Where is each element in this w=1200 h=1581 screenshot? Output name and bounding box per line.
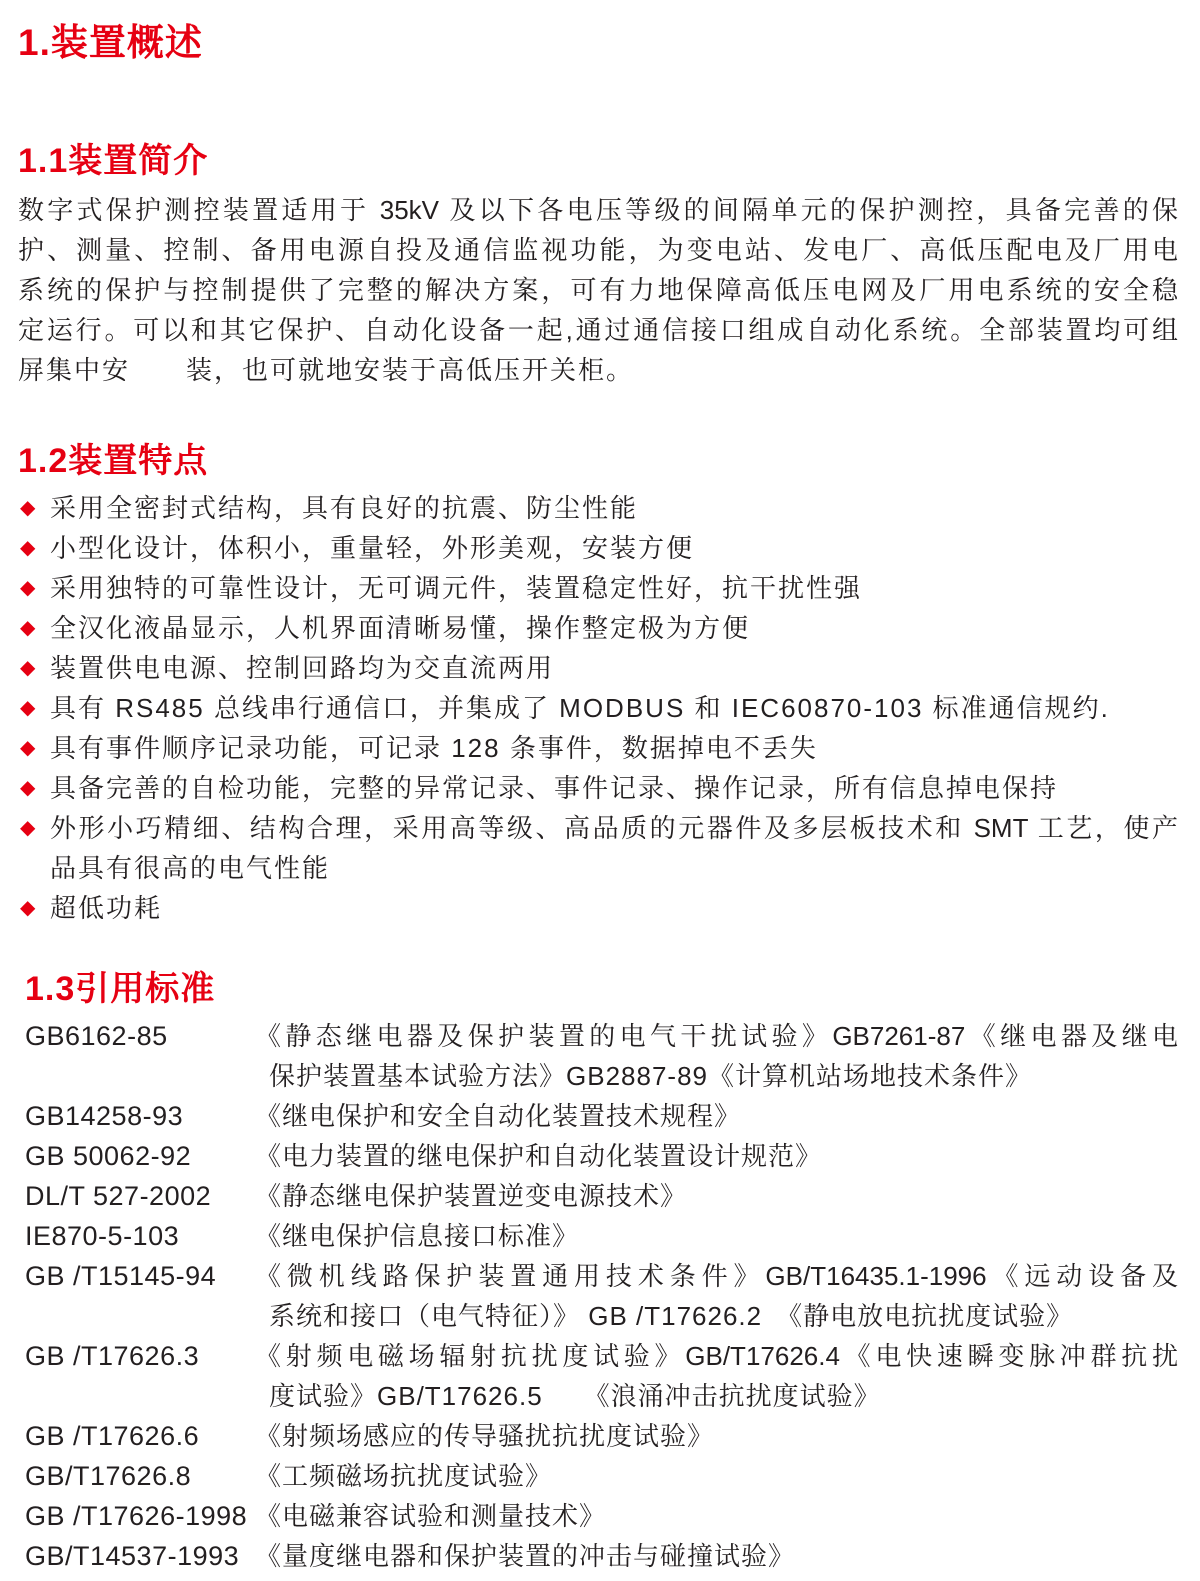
text-line: 护、测量、控制、备用电源自投及通信监视功能，为变电站、发电厂、高低压配电及厂用电: [18, 235, 1178, 265]
text-line: 采用全密封式结构，具有良好的抗震、防尘性能: [50, 493, 639, 523]
standard-row: [25, 1536, 1178, 1576]
standard-row: [25, 1096, 1178, 1136]
text-line: 具备完善的自检功能，完整的异常记录、事件记录、操作记录，所有信息掉电保持: [50, 773, 1059, 803]
feature-text: [50, 608, 1178, 648]
feature-text: [50, 688, 1178, 728]
standards-list: [25, 1016, 1178, 1576]
standard-row: [25, 1136, 1178, 1176]
diamond-bullet-icon: ◆: [20, 737, 36, 759]
standard-titles: [255, 1216, 1178, 1256]
diamond-bullet-icon: ◆: [20, 777, 36, 799]
diamond-bullet-icon: ◆: [20, 697, 36, 719]
standard-code: GB /T15145-94: [25, 1261, 217, 1291]
diamond-bullet-icon: ◆: [20, 817, 36, 839]
section-overview-title: 1.装置概述: [18, 22, 203, 63]
feature-item: [18, 528, 1178, 568]
text-line: 外形小巧精细、结构合理，采用高等级、高品质的元器件及多层板技术和 SMT 工艺，使产: [50, 813, 1178, 843]
text-line: 保护装置基本试验方法》GB2887-89《计算机站场地技术条件》: [269, 1061, 1032, 1091]
text-line: 系统的保护与控制提供了完整的解决方案，可有力地保障高低压电网及厂用电系统的安全稳: [18, 275, 1178, 305]
text-line: 具有事件顺序记录功能，可记录 128 条事件，数据掉电不丢失: [50, 733, 818, 763]
feature-item: [18, 608, 1178, 648]
feature-text: [50, 648, 1178, 688]
text-line: 度试验》GB/T17626.5 《浪涌冲击抗扰度试验》: [269, 1381, 881, 1411]
standard-row: [25, 1176, 1178, 1216]
diamond-bullet-icon: ◆: [20, 657, 36, 679]
standard-titles: [255, 1016, 1178, 1096]
text-line: 《电磁兼容试验和测量技术》: [255, 1501, 607, 1531]
feature-item: [18, 688, 1178, 728]
standard-row: [25, 1016, 1178, 1096]
text-line: 定运行。可以和其它保护、自动化设备一起,通过通信接口组成自动化系统。全部装置均可组: [18, 315, 1178, 345]
standard-code: GB14258-93: [25, 1101, 184, 1131]
text-line: 具有 RS485 总线串行通信口，并集成了 MODBUS 和 IEC60870-103 标准通信规约.: [50, 693, 1110, 723]
standard-row: [25, 1216, 1178, 1256]
intro-paragraph: [18, 190, 1178, 390]
diamond-bullet-icon: ◆: [20, 617, 36, 639]
standard-titles: [255, 1336, 1178, 1416]
feature-item: [18, 728, 1178, 768]
text-line: 《继电保护信息接口标准》: [255, 1221, 580, 1251]
text-line: 《工频磁场抗扰度试验》: [255, 1461, 553, 1491]
text-line: 《静态继电保护装置逆变电源技术》: [255, 1181, 688, 1211]
standard-code: IE870-5-103: [25, 1221, 180, 1251]
text-line: 小型化设计，体积小，重量轻，外形美观，安装方便: [50, 533, 695, 563]
text-line: 屏集中安 装，也可就地安装于高低压开关柜。: [18, 355, 635, 385]
feature-text: [50, 568, 1178, 608]
feature-item: [18, 488, 1178, 528]
feature-item: [18, 888, 1178, 928]
text-line: 《微机线路保护装置通用技术条件》GB/T16435.1-1996《远动设备及: [255, 1261, 1178, 1291]
standard-code: GB /T17626-1998: [25, 1501, 248, 1531]
standard-row: [25, 1416, 1178, 1456]
feature-text: [50, 888, 1178, 928]
standard-code: GB /T17626.3: [25, 1341, 200, 1371]
standard-code: GB6162-85: [25, 1021, 168, 1051]
section-features-title: 1.2装置特点: [18, 442, 209, 480]
diamond-bullet-icon: ◆: [20, 577, 36, 599]
text-line: 采用独特的可靠性设计，无可调元件，装置稳定性好，抗干扰性强: [50, 573, 863, 603]
standard-code: GB/T17626.8: [25, 1461, 192, 1491]
feature-item: [18, 768, 1178, 808]
standard-titles: [255, 1456, 1178, 1496]
diamond-bullet-icon: ◆: [20, 497, 36, 519]
features-list: [18, 488, 1178, 928]
text-line: 系统和接口（电气特征）》 GB /T17626.2 《静电放电抗扰度试验》: [269, 1301, 1074, 1331]
feature-text: [50, 728, 1178, 768]
standard-row: [25, 1336, 1178, 1416]
feature-text: [50, 808, 1178, 888]
standard-code: GB /T17626.6: [25, 1421, 200, 1451]
standard-row: [25, 1256, 1178, 1336]
standard-titles: [255, 1256, 1178, 1336]
standard-titles: [255, 1136, 1178, 1176]
standard-code: GB 50062-92: [25, 1141, 192, 1171]
text-line: 《继电保护和安全自动化装置技术规程》: [255, 1101, 742, 1131]
standard-titles: [255, 1096, 1178, 1136]
standard-row: [25, 1456, 1178, 1496]
standard-titles: [255, 1176, 1178, 1216]
feature-text: [50, 768, 1178, 808]
text-line: 《静态继电器及保护装置的电气干扰试验》GB7261-87《继电器及继电: [255, 1021, 1178, 1051]
feature-text: [50, 488, 1178, 528]
standard-titles: [255, 1416, 1178, 1456]
text-line: 《电力装置的继电保护和自动化装置设计规范》: [255, 1141, 823, 1171]
diamond-bullet-icon: ◆: [20, 897, 36, 919]
text-line: 超低功耗: [50, 893, 163, 923]
section-intro-title: 1.1装置简介: [18, 142, 209, 180]
text-line: 全汉化液晶显示，人机界面清晰易懂，操作整定极为方便: [50, 613, 751, 643]
diamond-bullet-icon: ◆: [20, 537, 36, 559]
feature-text: [50, 528, 1178, 568]
standard-titles: [255, 1536, 1178, 1576]
feature-item: [18, 648, 1178, 688]
standard-row: [25, 1496, 1178, 1536]
text-line: 《射频场感应的传导骚扰抗扰度试验》: [255, 1421, 715, 1451]
text-line: 装置供电电源、控制回路均为交直流两用: [50, 653, 555, 683]
text-line: 《射频电磁场辐射抗扰度试验》GB/T17626.4《电快速瞬变脉冲群抗扰: [255, 1341, 1178, 1371]
text-line: 《量度继电器和保护装置的冲击与碰撞试验》: [255, 1541, 796, 1571]
feature-item: [18, 808, 1178, 888]
standard-code: GB/T14537-1993: [25, 1541, 240, 1571]
text-line: 品具有很高的电气性能: [50, 853, 331, 883]
text-line: 数字式保护测控装置适用于 35kV 及以下各电压等级的间隔单元的保护测控，具备完善的保: [18, 195, 1178, 225]
standard-titles: [255, 1496, 1178, 1536]
section-standards-title: 1.3引用标准: [25, 970, 216, 1008]
feature-item: [18, 568, 1178, 608]
standard-code: DL/T 527-2002: [25, 1181, 212, 1211]
